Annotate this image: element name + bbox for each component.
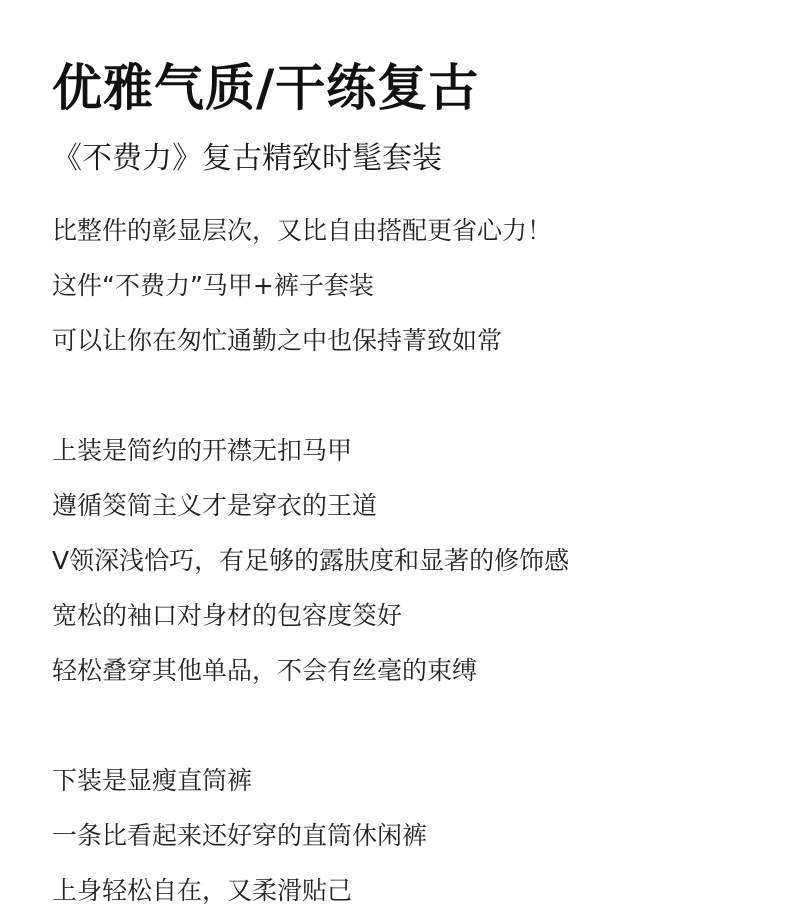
text-line: 一条比看起来还好穿的直筒休闲裤 <box>52 821 428 850</box>
text-line: 下装是显瘦直筒裤 <box>52 766 253 795</box>
intro-paragraph <box>52 203 772 368</box>
text-line: V领深浅恰巧，有足够的露肤度和显著的修饰感 <box>52 546 570 575</box>
text-line: 这件“不费力”马甲+裤子套装 <box>52 271 374 300</box>
text-line: 轻松叠穿其他单品，不会有丝毫的束缚 <box>52 656 478 685</box>
page-subtitle: 《不费力》复古精致时髦套装 <box>52 141 442 176</box>
bottom-description-paragraph <box>52 753 772 918</box>
text-line: 宽松的袖口对身材的包容度筊好 <box>52 601 403 630</box>
text-line: 可以让你在匆忙通勤之中也保持菁致如常 <box>52 326 503 355</box>
text-line: 上装是简约的开襟无扣马甲 <box>52 436 353 465</box>
text-line: 上身轻松自在，又柔滑贴己 <box>52 876 353 905</box>
page-title: 优雅气质/干练复古 <box>52 59 480 117</box>
text-line: 遵循筊简主义才是穿衣的王道 <box>52 491 378 520</box>
top-description-paragraph <box>52 423 772 698</box>
text-line: 比整件的彰显层次，又比自由搭配更省心力！ <box>52 216 553 245</box>
